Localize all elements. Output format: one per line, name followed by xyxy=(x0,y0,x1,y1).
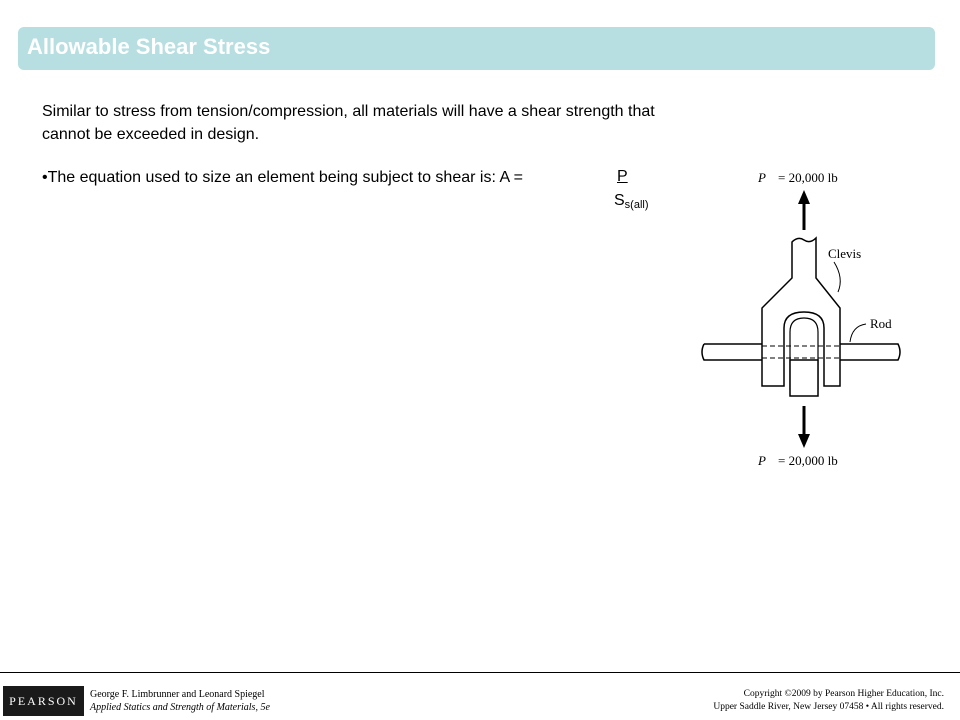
footer-copyright xyxy=(713,688,944,714)
footer-authors xyxy=(90,688,270,714)
bottom-arrow-head xyxy=(798,434,810,448)
clevis-label: Clevis xyxy=(828,246,862,261)
clevis-leader xyxy=(834,262,840,292)
footer-divider xyxy=(0,672,960,673)
denominator-base: S xyxy=(614,192,625,209)
rod-label: Rod xyxy=(870,316,892,331)
pearson-logo: PEARSON xyxy=(3,686,84,716)
top-force-value: = 20,000 lb xyxy=(778,170,838,185)
inner-member xyxy=(790,360,818,396)
clevis-rod-figure xyxy=(700,160,910,470)
rod-leader xyxy=(850,324,866,342)
intro-paragraph: Similar to stress from tension/compression, all materials will have a shear strength that cannot be exceeded in design. xyxy=(42,103,655,143)
equation-denominator xyxy=(614,192,649,211)
equation-bullet: •The equation used to size an element being subject to shear is: A = xyxy=(42,169,524,186)
top-arrow-head xyxy=(798,190,810,204)
bottom-force-value: = 20,000 lb xyxy=(778,453,838,468)
copyright-line-2: Upper Saddle River, New Jersey 07458 • All rights reserved. xyxy=(713,702,944,712)
bottom-force-var: P xyxy=(758,453,766,468)
copyright-line-1: Copyright ©2009 by Pearson Higher Education, Inc. xyxy=(743,689,944,699)
rod xyxy=(702,344,900,360)
title-bar xyxy=(18,27,935,70)
denominator-subscript: s(all) xyxy=(624,199,649,211)
equation-numerator: P xyxy=(617,168,628,185)
top-force-var: P xyxy=(758,170,766,185)
clevis-diagram xyxy=(700,160,910,470)
slide-title: Allowable Shear Stress xyxy=(27,34,271,59)
author-names: George F. Limbrunner and Leonard Spiegel xyxy=(90,689,265,700)
book-title: Applied Statics and Strength of Materials, 5e xyxy=(90,702,270,713)
